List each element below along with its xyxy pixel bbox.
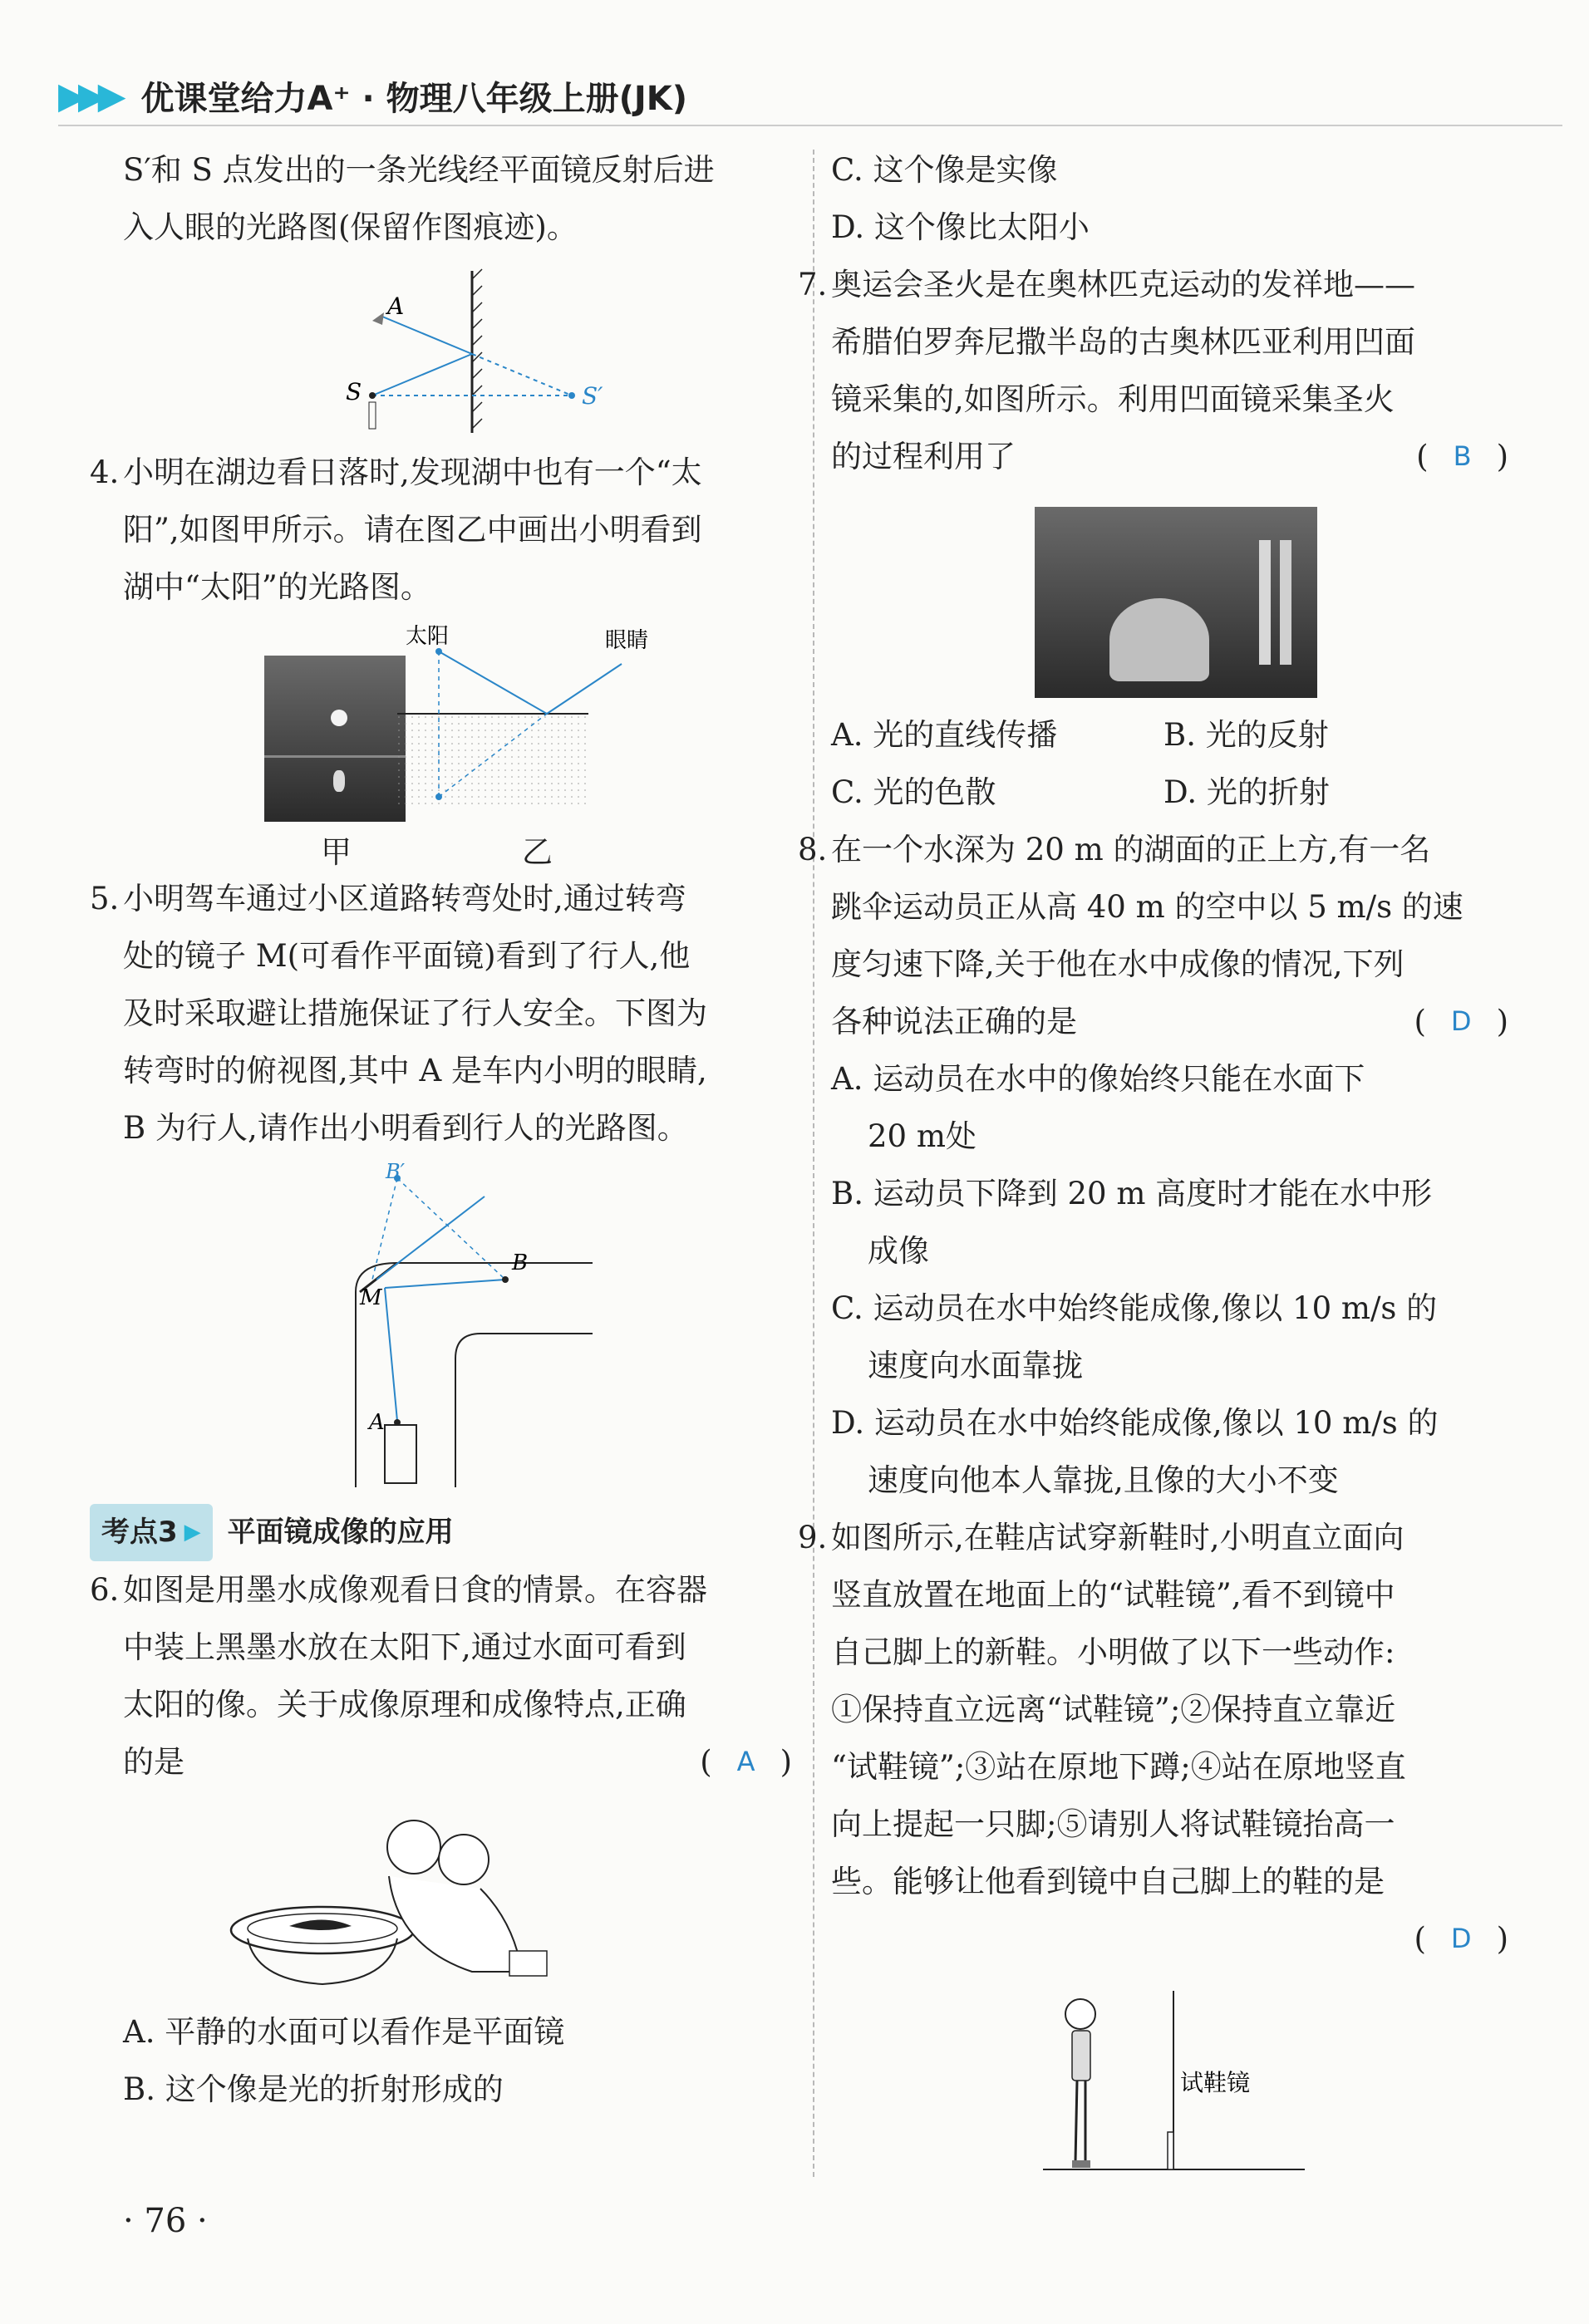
q9-line: 些。能够让他看到镜中自己脚上的鞋的是 — [831, 1864, 1385, 1899]
section-title: 平面镜成像的应用 — [227, 1516, 454, 1549]
label-s: S — [346, 378, 362, 405]
q5-line: 转弯时的俯视图,其中 A 是车内小明的眼睛, — [123, 1053, 707, 1088]
right-column — [798, 141, 1508, 2189]
q8-line: 跳伞运动员正从高 40 m 的空中以 5 m/s 的速 — [831, 889, 1464, 925]
label-s-prime: S′ — [582, 382, 603, 410]
q4-line: 湖中“太阳”的光路图。 — [123, 569, 431, 605]
q7-line: 的过程利用了 ( B ) — [831, 428, 1508, 485]
lake-sun-diagram — [397, 622, 780, 838]
q8-option-a: A. 运动员在水中的像始终只能在水面下 — [831, 1061, 1365, 1097]
q9-figure — [831, 1974, 1508, 2182]
label-b: B — [512, 1250, 529, 1275]
corner-mirror-diagram — [123, 1163, 792, 1496]
q7-options-row-1: A. 光的直线传播 B. 光的反射 — [831, 717, 1329, 753]
q8-line: 8. 在一个水深为 20 m 的湖面的正上方,有一名 — [831, 821, 1508, 878]
shoe-mirror-diagram — [831, 1974, 1508, 2182]
header-rule — [58, 125, 1562, 126]
page-number: · 76 · — [123, 2202, 208, 2240]
q6-option: D. 这个像比太阳小 — [831, 209, 1090, 245]
q8-option-c: C. 运动员在水中始终能成像,像以 10 m/s 的 — [831, 1290, 1438, 1326]
q5-figure — [123, 1163, 792, 1496]
q9-line: 竖直放置在地面上的“试鞋镜”,看不到镜中 — [831, 1577, 1395, 1613]
q8-option-d: D. 运动员在水中始终能成像,像以 10 m/s 的 — [831, 1405, 1439, 1441]
q4-line: 阳”,如图甲所示。请在图乙中画出小明看到 — [123, 512, 702, 548]
q8-number: 8. — [798, 832, 828, 867]
q9-line: “试鞋镜”;③站在原地下蹲;④站在原地竖直 — [831, 1749, 1406, 1785]
q3-line: 入人眼的光路图(保留作图痕迹)。 — [123, 209, 578, 245]
q8-option-b-cont: 成像 — [868, 1233, 929, 1269]
caption-yi: 乙 — [522, 834, 553, 870]
q5-line: 处的镜子 M(可看作平面镜)看到了行人,他 — [123, 938, 691, 974]
label-a: A — [387, 292, 405, 320]
q5-line: 及时采取避让措施保证了行人安全。下图为 — [123, 995, 707, 1031]
q8-option-c-cont: 速度向水面靠拢 — [868, 1348, 1083, 1383]
column-divider — [813, 150, 814, 2177]
section-heading — [101, 1502, 792, 1561]
q6-figure — [123, 1797, 792, 1997]
label-sun: 太阳 — [406, 624, 450, 649]
q4-line: 4. 小明在湖边看日落时,发现湖中也有一个“太 — [123, 444, 792, 501]
mirror-label: 试鞋镜 — [1180, 2069, 1251, 2096]
q3-line: S′和 S 点发出的一条光线经平面镜反射后进 — [123, 152, 715, 188]
q6-answer: ( A ) — [700, 1744, 792, 1780]
header-arrows-icon: ▶▶▶ — [58, 74, 118, 117]
q6-option: A. 平静的水面可以看作是平面镜 — [123, 2014, 565, 2050]
q6-line: 6. 如图是用墨水成像观看日食的情景。在容器 — [123, 1561, 792, 1619]
label-m: M — [360, 1285, 382, 1310]
q4-number: 4. — [90, 454, 120, 490]
q4-figures — [123, 622, 792, 870]
children-basin-illustration — [123, 1797, 792, 1997]
q7-options-row-2: C. 光的色散 D. 光的折射 — [831, 774, 1330, 810]
mirror-reflection-diagram — [123, 263, 792, 437]
q9-line: 自己脚上的新鞋。小明做了以下一些动作: — [831, 1634, 1395, 1670]
q5-line: 5. 小明驾车通过小区道路转弯处时,通过转弯 — [123, 870, 792, 927]
q6-line: 太阳的像。关于成像原理和成像特点,正确 — [123, 1687, 686, 1722]
q9-line: ①保持直立远离“试鞋镜”;②保持直立靠近 — [831, 1692, 1396, 1727]
q8-answer: ( D ) — [1414, 1004, 1508, 1039]
q6-line: 的是 ( A ) — [123, 1733, 792, 1791]
sunset-photo — [264, 656, 406, 822]
q8-option-b: B. 运动员下降到 20 m 高度时才能在水中形 — [831, 1176, 1433, 1211]
q6-option: C. 这个像是实像 — [831, 152, 1058, 188]
q5-line: B 为行人,请作出小明看到行人的光路图。 — [123, 1110, 688, 1146]
q8-line: 度匀速下降,关于他在水中成像的情况,下列 — [831, 946, 1405, 982]
header-title: 优课堂给力A⁺ · 物理八年级上册(JK) — [140, 79, 688, 118]
q7-line: 希腊伯罗奔尼撒半岛的古奥林匹亚利用凹面 — [831, 324, 1415, 360]
label-eye: 眼睛 — [605, 628, 649, 653]
q8-option-d-cont: 速度向他本人靠拢,且像的大小不变 — [868, 1462, 1339, 1498]
q5-number: 5. — [90, 881, 120, 916]
q3-figure — [123, 263, 792, 437]
q6-option: B. 这个像是光的折射形成的 — [123, 2071, 504, 2107]
q7-line: 镜采集的,如图所示。利用凹面镜采集圣火 — [831, 381, 1395, 417]
label-b-prime: B′ — [386, 1163, 406, 1183]
label-a: A — [369, 1410, 385, 1435]
page-header — [58, 66, 687, 125]
q7-figure — [831, 492, 1508, 700]
q9-line: 9. 如图所示,在鞋店试穿新鞋时,小明直立面向 — [831, 1509, 1508, 1566]
q8-option-a-cont: 20 m处 — [868, 1118, 977, 1154]
q7-line: 7. 奥运会圣火是在奥林匹克运动的发祥地—— — [831, 256, 1508, 313]
q6-line: 中装上黑墨水放在太阳下,通过水面可看到 — [123, 1629, 686, 1665]
caption-jia: 甲 — [321, 834, 352, 870]
q9-number: 9. — [798, 1520, 828, 1555]
q7-answer: ( B ) — [1416, 439, 1508, 474]
olympic-flame-photo — [1035, 507, 1317, 698]
q8-line: 各种说法正确的是 ( D ) — [831, 993, 1508, 1050]
q7-number: 7. — [798, 267, 828, 302]
q9-answer: ( D ) — [1414, 1921, 1508, 1957]
left-column — [90, 141, 792, 2118]
q6-number: 6. — [90, 1572, 120, 1608]
section-badge: 考点3 ▶ — [90, 1504, 213, 1561]
play-arrow-icon: ▶ — [184, 1520, 201, 1545]
q9-line: 向上提起一只脚;⑤请别人将试鞋镜抬高一 — [831, 1806, 1395, 1842]
